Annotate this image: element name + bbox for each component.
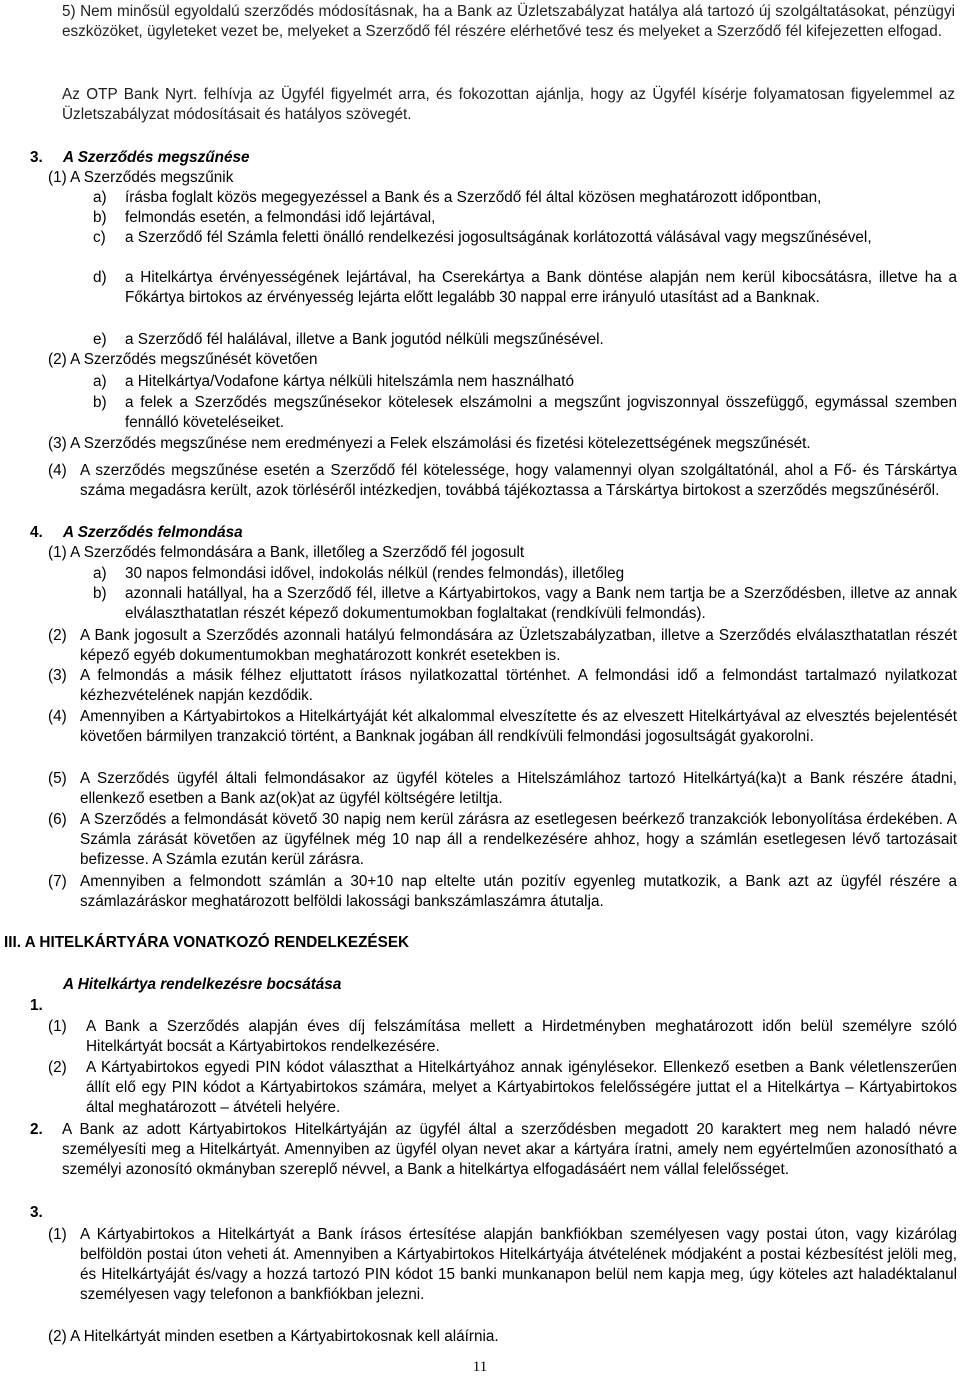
- s4-a-text: 30 napos felmondási idővel, indokolás nélkül (rendes felmondás), illetőleg: [125, 565, 625, 582]
- iii-3-p1-label: (1): [48, 1226, 67, 1243]
- iii-item-3-number: 3.: [30, 1204, 43, 1221]
- s3-d-text: a Hitelkártya érvényességének lejártával, ha Cserekártya a Bank döntése alapján nem kerül kibocsátásra, illetve ha a Főkártya birtokos az érvényesség lejárta előtt legalább 30 nappal erre irányuló utasítást ad a Banknak.: [125, 269, 957, 306]
- s4-b-label: b): [93, 585, 107, 602]
- s4-p6-text: A Szerződés a felmondását követő 30 napig nem kerül zárásra az esetlegesen beérkező tranzakciók lebonyolítása érdekében. A Számla zárását követően az ügyfélnek még 10 nap áll a rendelkezésére ahhoz, hogy a számlán esetlegesen lévő tartozásait befizesse. A Számla ezután kerül zárásra.: [80, 811, 957, 868]
- s3-p3: (3) A Szerződés megszűnése nem eredményezi a Felek elszámolási és fizetési kötelezettségének megszűnését.: [48, 435, 811, 452]
- s4-p1: (1) A Szerződés felmondására a Bank, illetőleg a Szerződő fél jogosult: [48, 544, 525, 561]
- paragraph-5: 5) Nem minősül egyoldalú szerződés módosításnak, ha a Bank az Üzletszabályzat hatálya alá tartozó új szolgáltatásokat, pénzügyi eszközöket, ügyleteket vezet be, melyeket a Szerződő fél részére elérhetővé tesz és melyeket a Szerződő fél kifejezetten elfogad.: [62, 3, 955, 40]
- s3-b-label: b): [93, 209, 107, 226]
- section-iii-heading: III. A HITELKÁRTYÁRA VONATKOZÓ RENDELKEZÉSEK: [4, 934, 410, 951]
- iii-1-p1-text: A Bank a Szerződés alapján éves díj felszámítása mellett a Hirdetményben meghatározott időn belül személyre szóló Hitelkártyát bocsát a Kártyabirtokos rendelkezésére.: [86, 1018, 957, 1055]
- iii-2-text: A Bank az adott Kártyabirtokos Hitelkártyáján az ügyfél által a szerződésben megadott 20 karaktert meg nem haladó névre személyesíti meg a Hitelkártyát. Amennyiben az ügyfél olyan nevet akar a kártyára íratni, amely nem egyértelműen azonosítható a személyi azonosító okmányban szereplő névvel, a Bank a hitelkártya elfogadásáért nem vállal felelősséget.: [62, 1121, 957, 1178]
- s4-p3-label: (3): [48, 667, 67, 684]
- s4-p5-label: (5): [48, 770, 67, 787]
- s3-p2a-text: a Hitelkártya/Vodafone kártya nélküli hitelszámla nem használható: [125, 373, 574, 390]
- s4-b-text: azonnali hatállyal, ha a Szerződő fél, illetve a Kártyabirtokos, vagy a Bank nem tartja be a Szerződésben, illetve az annak elválaszthatatlan részét képező dokumentumokban foglaltakat (rendkívüli felmondás).: [125, 585, 957, 622]
- iii-item-1-number: 1.: [30, 997, 43, 1014]
- s4-p4-label: (4): [48, 708, 67, 725]
- s3-a-text: írásba foglalt közös megegyezéssel a Bank és a Szerződő fél által közösen meghatározott időpontban,: [125, 189, 822, 206]
- page-number: 11: [472, 1359, 488, 1375]
- s3-p4-text: A szerződés megszűnése esetén a Szerződő fél kötelessége, hogy valamennyi olyan szolgáltatónál, ahol a Fő- és Társkártya száma megadásra került, azok törléséről intézkedjen, továbbá tájékoztassa a Társkártya birtokost a szerződés megszűnéséről.: [80, 462, 957, 499]
- iii-3-p2: (2) A Hitelkártyát minden esetben a Kártyabirtokosnak kell aláírnia.: [48, 1328, 499, 1345]
- iii-1-p1-label: (1): [48, 1018, 67, 1035]
- section-3-number: 3.: [30, 149, 43, 166]
- s3-p4-label: (4): [48, 462, 67, 479]
- section-3-title: A Szerződés megszűnése: [63, 149, 250, 166]
- s4-p7-label: (7): [48, 873, 67, 890]
- s3-p2a-label: a): [93, 373, 107, 390]
- section-4-title: A Szerződés felmondása: [63, 524, 243, 541]
- iii-1-p2-text: A Kártyabirtokos egyedi PIN kódot választhat a Hitelkártyához annak igénylésekor. Ellenkező esetben a Bank véletlenszerűen állít elő egy PIN kódot a Kártyabirtokos számára, melyet a Kártyabirtokos felelősségére juttat el a Hitelkártya – Kártyabirtokos által meghatározott – átvételi helyére.: [86, 1059, 957, 1116]
- s3-p2: (2) A Szerződés megszűnését követően: [48, 351, 318, 368]
- s4-p3-text: A felmondás a másik félhez eljuttatott írásos nyilatkozattal történhet. A felmondási idő a felmondást tartalmazó nyilatkozat kézhezvételének napján kezdődik.: [80, 667, 957, 704]
- section-iii-subtitle: A Hitelkártya rendelkezésre bocsátása: [63, 976, 342, 993]
- iii-1-p2-label: (2): [48, 1059, 67, 1076]
- s4-p2-text: A Bank jogosult a Szerződés azonnali hatályú felmondására az Üzletszabályzatban, illetve a Szerződés elválaszthatatlan részét képező egyéb dokumentumokban meghatározott konkrét esetekben is.: [80, 627, 957, 664]
- iii-3-p1-text: A Kártyabirtokos a Hitelkártyát a Bank írásos értesítése alapján bankfiókban személyesen vagy postai úton, vagy kizárólag belföldön postai úton veheti át. Amennyiben a Kártyabirtokos Hitelkártyája átvételének módjaként a postai kézbesítést jelöli meg, és Hitelkártyáját és/vagy a hozzá tartozó PIN kódot 15 banki munkanapon belül nem kapja meg, úgy köteles azt haladéktalanul személyesen vagy telefonon a bankfiókban jelezni.: [80, 1226, 957, 1303]
- s3-p2b-text: a felek a Szerződés megszűnésekor kötelesek elszámolni a megszűnt jogviszonnyal összefüggő, egymással szemben fennálló követeléseiket.: [125, 394, 957, 431]
- s3-b-text: felmondás esetén, a felmondási idő lejártával,: [125, 209, 436, 226]
- s3-a-label: a): [93, 189, 107, 206]
- s4-p7-text: Amennyiben a felmondott számlán a 30+10 nap eltelte után pozitív egyenleg mutatkozik, a Bank azt az ügyfél részére a számlazáráskor meghatározott belföldi lakossági bankszámlaszámra átutalja.: [80, 873, 957, 910]
- s3-p1: (1) A Szerződés megszűnik: [48, 169, 234, 186]
- s3-c-text: a Szerződő fél Számla feletti önálló rendelkezési jogosultságának korlátozottá válásával vagy megszűnésével,: [125, 229, 872, 246]
- s3-e-label: e): [93, 331, 107, 348]
- s4-p6-label: (6): [48, 811, 67, 828]
- section-4-number: 4.: [30, 524, 43, 541]
- paragraph-otp-notice: Az OTP Bank Nyrt. felhívja az Ügyfél figyelmét arra, és fokozottan ajánlja, hogy az Ügyfél kísérje folyamatosan figyelemmel az Üzletszabályzat módosításait és hatályos szövegét.: [62, 86, 955, 123]
- s3-p2b-label: b): [93, 394, 107, 411]
- iii-item-2-number: 2.: [30, 1121, 43, 1138]
- s3-c-label: c): [93, 229, 106, 246]
- s4-a-label: a): [93, 565, 107, 582]
- s4-p5-text: A Szerződés ügyfél általi felmondásakor az ügyfél köteles a Hitelszámlához tartozó Hitelkártyá(ka)t a Bank részére átadni, ellenkező esetben a Bank az(ok)at az ügyfél költségére letiltja.: [80, 770, 957, 807]
- s3-d-label: d): [93, 269, 107, 286]
- s3-e-text: a Szerződő fél halálával, illetve a Bank jogutód nélküli megszűnésével.: [125, 331, 604, 348]
- s4-p2-label: (2): [48, 627, 67, 644]
- s4-p4-text: Amennyiben a Kártyabirtokos a Hitelkártyáját két alkalommal elveszítette és az elveszett Hitelkártyával az elvesztés bejelentését követően bármilyen tranzakció történt, a Banknak jogában áll rendkívüli felmondási jogosultságát gyakorolni.: [80, 708, 957, 745]
